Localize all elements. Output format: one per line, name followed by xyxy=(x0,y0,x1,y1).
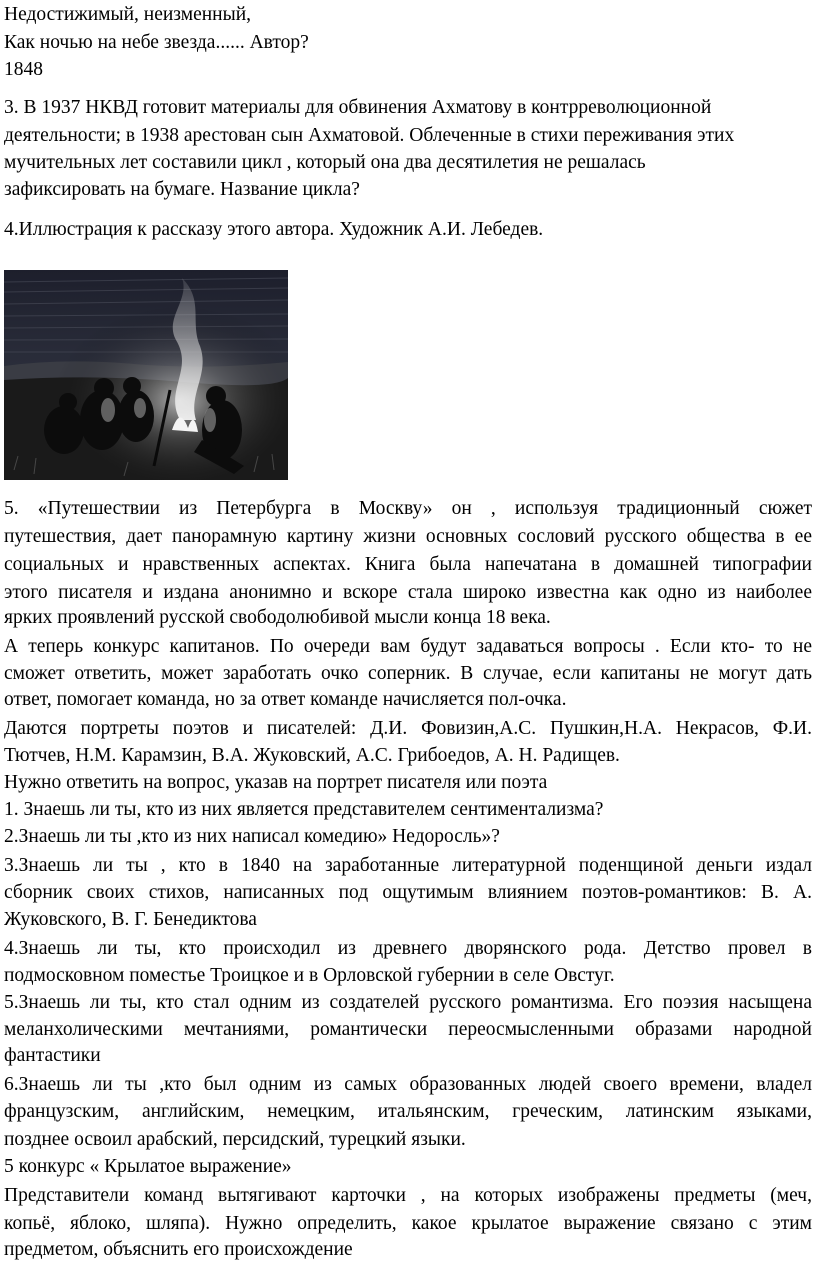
question-list-3-line-2: сборник своих стихов, написанных под ощутимым влиянием поэтов-романтиков: В. А. xyxy=(4,882,812,903)
question-5-line-1: 5. «Путешествии из Петербурга в Москву» он , используя традиционный сюжет xyxy=(4,498,812,519)
question-list-6-line-3: позднее освоил арабский, персидский, турецкий языки. xyxy=(4,1129,466,1150)
question-list-4-line-2: подмосковном поместье Троицкое и в Орловской губернии в селе Овстуг. xyxy=(4,965,615,986)
question-4-line-1: 4.Иллюстрация к рассказу этого автора. Художник А.И. Лебедев. xyxy=(4,219,544,240)
question-list-5-line-3: фантастики xyxy=(4,1045,101,1066)
campfire-illustration xyxy=(4,270,288,480)
question-list-4-line-1: 4.Знаешь ли ты, кто происходил из древнего дворянского рода. Детство провел в xyxy=(4,938,812,959)
question-5-line-3: социальных и нравственных аспектах. Книга была напечатана в домашней типографии xyxy=(4,554,812,575)
contest-5-line-3: предметом, объяснить его происхождение xyxy=(4,1239,353,1260)
question-list-1: 1. Знаешь ли ты, кто из них является представителем сентиментализма? xyxy=(4,799,604,820)
question-list-6-line-1: 6.Знаешь ли ты ,кто был одним из самых образованных людей своего времени, владел xyxy=(4,1074,812,1095)
question-3-line-1: 3. В 1937 НКВД готовит материалы для обвинения Ахматову в контрреволюционной xyxy=(4,97,712,118)
contest-5-line-2: копьё, яблоко, шляпа). Нужно определить, какое крылатое выражение связано с этим xyxy=(4,1213,812,1234)
question-list-3-line-1: 3.Знаешь ли ты , кто в 1840 на заработанные литературной поденщиной деньги издал xyxy=(4,855,812,876)
captains-line-6: Нужно ответить на вопрос, указав на портрет писателя или поэта xyxy=(4,772,548,793)
intro-line-3: 1848 xyxy=(4,59,43,80)
captains-line-4: Даются портреты поэтов и писателей: Д.И. Фовизин,А.С. Пушкин,Н.А. Некрасов, Ф.И. xyxy=(4,718,812,739)
question-3-line-2: деятельности; в 1938 арестован сын Ахматовой. Облеченные в стихи переживания этих xyxy=(4,125,735,146)
captains-line-5: Тютчев, Н.М. Карамзин, В.А. Жуковский, А.С. Грибоедов, А. Н. Радищев. xyxy=(4,745,620,766)
question-3-line-3: мучительных лет составили цикл , который она два десятилетия не решалась xyxy=(4,152,646,173)
campfire-night-illustration-icon xyxy=(4,270,288,480)
intro-line-1: Недостижимый, неизменный, xyxy=(4,4,252,25)
question-5-line-5: ярких проявлений русской свободолюбивой мысли конца 18 века. xyxy=(4,607,551,628)
captains-line-2: сможет ответить, может заработать очко соперник. В случае, если капитаны не могут дать xyxy=(4,663,812,684)
question-list-6-line-2: французским, английским, немецким, итальянским, греческим, латинским языками, xyxy=(4,1101,812,1122)
question-5-line-2: путешествия, дает панорамную картину жизни основных сословий русского общества в ее xyxy=(4,526,812,547)
captains-line-1: А теперь конкурс капитанов. По очереди вам будут задаваться вопросы . Если кто- то не xyxy=(4,636,812,657)
captains-line-3: ответ, помогает команда, но за ответ команде начисляется пол-очка. xyxy=(4,689,567,710)
question-list-2: 2.Знаешь ли ты ,кто из них написал комедию» Недоросль»? xyxy=(4,826,500,847)
question-list-3-line-3: Жуковского, В. Г. Бенедиктова xyxy=(4,909,257,930)
contest-5-title: 5 конкурс « Крылатое выражение» xyxy=(4,1156,292,1177)
intro-line-2: Как ночью на небе звезда...... Автор? xyxy=(4,32,309,53)
question-list-5-line-1: 5.Знаешь ли ты, кто стал одним из создателей русского романтизма. Его поэзия насыщена xyxy=(4,992,812,1013)
question-5-line-4: этого писателя и издана анонимно и вскоре стала широко известна как одно из наиболее xyxy=(4,582,812,603)
question-3-line-4: зафиксировать на бумаге. Название цикла? xyxy=(4,179,360,200)
question-list-5-line-2: меланхолическими мечтаниями, романтически переосмысленными образами народной xyxy=(4,1019,812,1040)
contest-5-line-1: Представители команд вытягивают карточки , на которых изображены предметы (меч, xyxy=(4,1185,812,1206)
